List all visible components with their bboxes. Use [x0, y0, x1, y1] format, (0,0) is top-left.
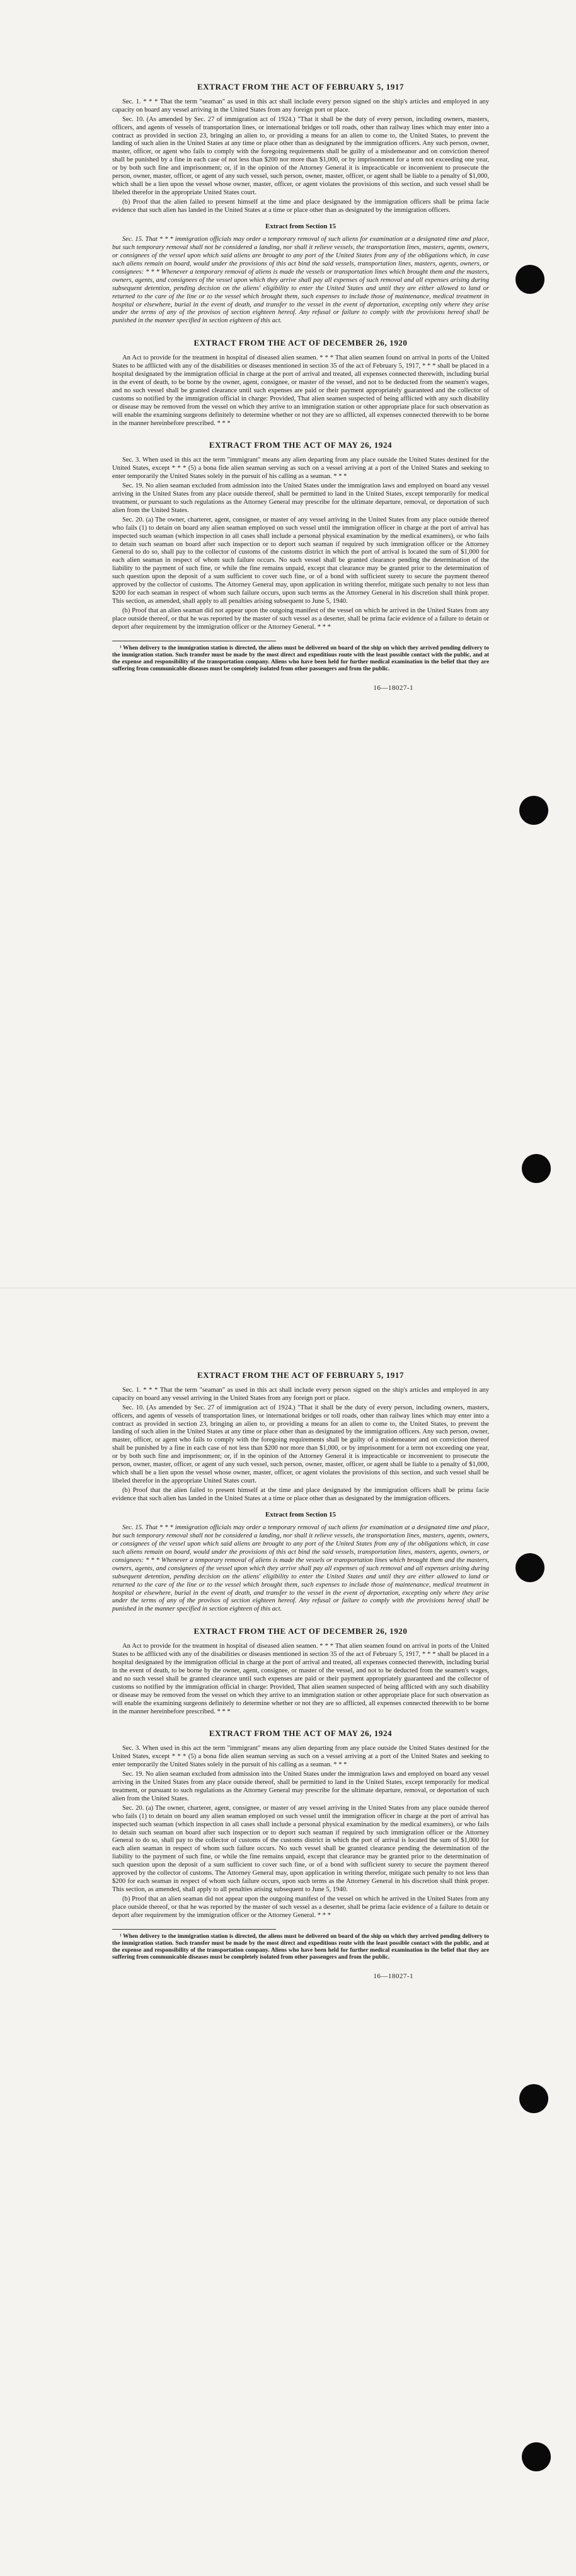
statute-paragraph: Sec. 20. (a) The owner, charterer, agent, consignee, or master of any vessel arriving in the United States from any place outside thereof who fails (1) to detain on board any alien seaman employed on such vessel until the immigration officer in charge at the port of arrival has inspected such seaman (which inspection in all cases shall include a personal physical examination by the medical examiners), or who fails to detain such seaman on board after such inspection or to deport such seaman if required by such immigration officer or the Attorney General to do so, shall pay to the collector of customs of the customs district in which the port of arrival is located the sum of $1,000 for each alien seaman in respect of whom such failure occurs. No such vessel shall be granted clearance pending the determination of the liability to the payment of such fine, or while the fine remains unpaid, except that clearance may be granted prior to the determination of such question upon the deposit of a sum sufficient to cover such fine, or of a bond with sufficient surety to secure the payment thereof approved by the collector of customs. The Attorney General may, upon application in writing therefor, mitigate such penalty to not less than $200 for each seaman in respect of whom such failure occurs, upon such terms as the Attorney General in his discretion shall think proper. This section, as amended, shall apply to all penalties arising subsequent to June 5, 1940.: [112, 516, 489, 605]
punch-hole: [519, 796, 548, 825]
statute-paragraph: An Act to provide for the treatment in hospital of diseased alien seamen. * * * That alien seamen found on arrival in ports of the United States to be afflicted with any of the disabilities or diseases mentioned in section 35 of the act of February 5, 1917, * * * shall be placed in a hospital designated by the immigration official in charge at the port of arrival and treated, all expenses connected therewith, including burial in the event of death, to be borne by the owner, agent, consignee, or master of the vessel, and not to be deducted from the seamen's wages, and no such vessel shall be granted clearance until such expenses are paid or their payment appropriately guaranteed and the collector of customs so notified by the immigration official in charge: Provided, That alien seamen suspected of being afflicted with any such disability or disease may be removed from the vessel on which they arrive to an immigration station or other appropriate place for such observation as will enable the examining surgeons definitely to determine whether or not they are so afflicted, all expenses connected therewith to be borne in the manner hereinbefore prescribed. * * *: [112, 354, 489, 427]
statute-paragraph: Sec. 10. (As amended by Sec. 27 of immigration act of 1924.) "That it shall be the duty of every person, including owners, masters, officers, and agents of vessels of transportation lines, or international bridges or toll roads, other than railway lines which may enter into a contract as provided in section 23, bringing an alien to, or providing a means for an alien to come to, the United States, to prevent the landing of such alien in the United States at any time or place other than as designated by the immigration officers. Any such person, owner, master, officer, or agent who fails to comply with the foregoing requirements shall be guilty of a misdemeanor and on conviction thereof shall be punished by a fine in each case of not less than $200 nor more than $1,000, or by imprisonment for a term not exceeding one year, or by both such fine and imprisonment; or, if in the opinion of the Attorney General it is impracticable or inconvenient to prosecute the person, owner, master, officer, or agent of any such vessel, such person, owner, master, officer, or agent shall be liable to a penalty of $1,000, which shall be a lien upon the vessel whose owner, master, officer, or agent violates the provisions of this section, and such vessel shall be libeled therefor in the appropriate United States court.: [112, 115, 489, 196]
statute-paragraph: Sec. 1. * * * That the term "seaman" as used in this act shall include every person signed on the ship's articles and employed in any capacity on board any vessel arriving in the United States from any foreign port or place.: [112, 1386, 489, 1402]
section-heading: EXTRACT FROM THE ACT OF FEBRUARY 5, 1917: [197, 82, 405, 91]
statute-paragraph: Sec. 15. That * * * immigration officials may order a temporary removal of such aliens for examination at a designated time and place, but such temporary removal shall not be considered a landing, nor shall it relieve vessels, the transportation lines, masters, agents, owners, or consignees of the vessel upon which said aliens are brought to any port of the United States from any of the obligations which, in case such aliens remain on board, would under the provisions of this act bind the said vessels, transportation lines, masters, agents, owners, or consignees: * * * Whenever a temporary removal of aliens is made the vessels or transportation lines which brought them and the masters, owners, agents, and consignees of the vessel upon which they arrive shall pay all expenses of such removal and all expenses arising during subsequent detention, pending decision on the aliens' eligibility to enter the United States and until they are either allowed to land or returned to the care of the line or to the vessel which brought them, such expenses to include those of maintenance, medical treatment in hospital or elsewhere, burial in the event of death, and transfer to the vessel in the event of deportation, excepting only where they arise under the terms of any of the provisos of section eighteen hereof. Any refusal or failure to comply with the provisions hereof shall be punished in the manner specified in section eighteen of this act.: [112, 236, 489, 325]
punch-hole: [516, 1553, 544, 1582]
section-subheading: Extract from Section 15: [265, 222, 336, 230]
footnote: ¹ When delivery to the immigration station is directed, the aliens must be delivered on board of the ship on which they arrived pending delivery to the immigration station. Such transfer must be made by the most direct and expeditious route with the least possible contact with the public, and at the expense and responsibility of the transportation company. Aliens who have been held for further medical examination in the belief that they are suffering from communicable diseases must be completely isolated from other passengers and from the public.: [112, 1933, 489, 1961]
document-page-2: [0, 1288, 576, 2576]
statute-paragraph: Sec. 15. That * * * immigration officials may order a temporary removal of such aliens for examination at a designated time and place, but such temporary removal shall not be considered a landing, nor shall it relieve vessels, the transportation lines, masters, agents, owners, or consignees of the vessel upon which said aliens are brought to any port of the United States from any of the obligations which, in case such aliens remain on board, would under the provisions of this act bind the said vessels, transportation lines, masters, agents, owners, or consignees: * * * Whenever a temporary removal of aliens is made the vessels or transportation lines which brought them and the masters, owners, agents, and consignees of the vessel upon which they arrive shall pay all expenses of such removal and all expenses arising during subsequent detention, pending decision on the aliens' eligibility to enter the United States and until they are either allowed to land or returned to the care of the line or to the vessel which brought them, such expenses to include those of maintenance, medical treatment in hospital or elsewhere, burial in the event of death, and transfer to the vessel in the event of deportation, excepting only where they arise under the terms of any of the provisos of section eighteen hereof. Any refusal or failure to comply with the provisions hereof shall be punished in the manner specified in section eighteen of this act.: [112, 1524, 489, 1613]
printing-office-code: 16—18027-1: [373, 684, 413, 692]
punch-hole: [519, 2084, 548, 2113]
section-heading: EXTRACT FROM THE ACT OF DECEMBER 26, 1920: [193, 1626, 408, 1636]
statute-paragraph: Sec. 10. (As amended by Sec. 27 of immigration act of 1924.) "That it shall be the duty of every person, including owners, masters, officers, and agents of vessels of transportation lines, or international bridges or toll roads, other than railway lines which may enter into a contract as provided in section 23, bringing an alien to, or providing a means for an alien to come to, the United States, to prevent the landing of such alien in the United States at any time or place other than as designated by the immigration officers. Any such person, owner, master, officer, or agent who fails to comply with the foregoing requirements shall be guilty of a misdemeanor and on conviction thereof shall be punished by a fine in each case of not less than $200 nor more than $1,000, or by imprisonment for a term not exceeding one year, or by both such fine and imprisonment; or, if in the opinion of the Attorney General it is impracticable or inconvenient to prosecute the person, owner, master, officer, or agent of any such vessel, such person, owner, master, officer, or agent shall be liable to a penalty of $1,000, which shall be a lien upon the vessel whose owner, master, officer, or agent violates the provisions of this section, and such vessel shall be libeled therefor in the appropriate United States court.: [112, 1404, 489, 1484]
section-subheading: Extract from Section 15: [265, 1510, 336, 1518]
punch-hole: [522, 1154, 551, 1183]
statute-paragraph: (b) Proof that the alien failed to present himself at the time and place designated by the immigration officers shall be prima facie evidence that such alien has landed in the United States at a time or place other than as designated by the immigration officers.: [112, 1486, 489, 1502]
footnote: ¹ When delivery to the immigration station is directed, the aliens must be delivered on board of the ship on which they arrived pending delivery to the immigration station. Such transfer must be made by the most direct and expeditious route with the least possible contact with the public, and at the expense and responsibility of the transportation company. Aliens who have been held for further medical examination in the belief that they are suffering from communicable diseases must be completely isolated from other passengers and from the public.: [112, 644, 489, 672]
section-heading: EXTRACT FROM THE ACT OF FEBRUARY 5, 1917: [197, 1370, 405, 1380]
statute-paragraph: An Act to provide for the treatment in hospital of diseased alien seamen. * * * That alien seamen found on arrival in ports of the United States to be afflicted with any of the disabilities or diseases mentioned in section 35 of the act of February 5, 1917, * * * shall be placed in a hospital designated by the immigration official in charge at the port of arrival and treated, all expenses connected therewith, including burial in the event of death, to be borne by the owner, agent, consignee, or master of the vessel, and not to be deducted from the seamen's wages, and no such vessel shall be granted clearance until such expenses are paid or their payment appropriately guaranteed and the collector of customs so notified by the immigration official in charge: Provided, That alien seamen suspected of being afflicted with any such disability or disease may be removed from the vessel on which they arrive to an immigration station or other appropriate place for such observation as will enable the examining surgeons definitely to determine whether or not they are so afflicted, all expenses connected therewith to be borne in the manner hereinbefore prescribed. * * *: [112, 1643, 489, 1715]
punch-hole: [516, 265, 544, 294]
statute-paragraph: Sec. 19. No alien seaman excluded from admission into the United States under the immigration laws and employed on board any vessel arriving in the United States from any place outside thereof, shall be permitted to land in the United States, except temporarily for medical treatment, or pursuant to such regulations as the Attorney General may prescribe for the ultimate departure, removal, or deportation of such alien from the United States.: [112, 1771, 489, 1802]
section-heading: EXTRACT FROM THE ACT OF DECEMBER 26, 1920: [193, 338, 408, 348]
punch-hole: [522, 2442, 551, 2471]
section-heading: EXTRACT FROM THE ACT OF MAY 26, 1924: [209, 440, 393, 450]
page-2-text-body: [112, 1370, 489, 1981]
statute-paragraph: Sec. 20. (a) The owner, charterer, agent, consignee, or master of any vessel arriving in the United States from any place outside thereof who fails (1) to detain on board any alien seaman employed on such vessel until the immigration officer in charge at the port of arrival has inspected such seaman (which inspection in all cases shall include a personal physical examination by the medical examiners), or who fails to detain such seaman on board after such inspection or to deport such seaman if required by such immigration officer or the Attorney General to do so, shall pay to the collector of customs of the customs district in which the port of arrival is located the sum of $1,000 for each alien seaman in respect of whom such failure occurs. No such vessel shall be granted clearance pending the determination of the liability to the payment of such fine, or while the fine remains unpaid, except that clearance may be granted prior to the determination of such question upon the deposit of a sum sufficient to cover such fine, or of a bond with sufficient surety to secure the payment thereof approved by the collector of customs. The Attorney General may, upon application in writing therefor, mitigate such penalty to not less than $200 for each seaman in respect of whom such failure occurs, upon such terms as the Attorney General in his discretion shall think proper. This section, as amended, shall apply to all penalties arising subsequent to June 5, 1940.: [112, 1804, 489, 1893]
statute-paragraph: Sec. 3. When used in this act the term "immigrant" means any alien departing from any place outside the United States destined for the United States, except * * * (5) a bona fide alien seaman serving as such on a vessel arriving at a port of the United States and seeking to enter temporarily the United States solely in the pursuit of his calling as a seaman. * * *: [112, 457, 489, 481]
footnote-divider: [112, 1929, 276, 1930]
printing-office-code: 16—18027-1: [373, 1973, 413, 1981]
statute-paragraph: (b) Proof that an alien seaman did not appear upon the outgoing manifest of the vessel on which he arrived in the United States from any place outside thereof, or that he was reported by the master of such vessel as a deserter, shall be prima facie evidence of a failure to detain or deport after requirement by the immigration officer or the Attorney General. * * *: [112, 607, 489, 631]
statute-paragraph: Sec. 3. When used in this act the term "immigrant" means any alien departing from any place outside the United States destined for the United States, except * * * (5) a bona fide alien seaman serving as such on a vessel arriving at a port of the United States and seeking to enter temporarily the United States solely in the pursuit of his calling as a seaman. * * *: [112, 1745, 489, 1769]
statute-paragraph: Sec. 19. No alien seaman excluded from admission into the United States under the immigration laws and employed on board any vessel arriving in the United States from any place outside thereof, shall be permitted to land in the United States, except temporarily for medical treatment, or pursuant to such regulations as the Attorney General may prescribe for the ultimate departure, removal, or deportation of such alien from the United States.: [112, 482, 489, 514]
statute-paragraph: Sec. 1. * * * That the term "seaman" as used in this act shall include every person signed on the ship's articles and employed in any capacity on board any vessel arriving in the United States from any foreign port or place.: [112, 98, 489, 114]
section-heading: EXTRACT FROM THE ACT OF MAY 26, 1924: [209, 1728, 393, 1739]
statute-paragraph: (b) Proof that an alien seaman did not appear upon the outgoing manifest of the vessel on which he arrived in the United States from any place outside thereof, or that he was reported by the master of such vessel as a deserter, shall be prima facie evidence of a failure to detain or deport after requirement by the immigration officer or the Attorney General. * * *: [112, 1895, 489, 1919]
statute-paragraph: (b) Proof that the alien failed to present himself at the time and place designated by the immigration officers shall be prima facie evidence that such alien has landed in the United States at a time or place other than as designated by the immigration officers.: [112, 198, 489, 214]
page-1-text-body: [112, 82, 489, 692]
